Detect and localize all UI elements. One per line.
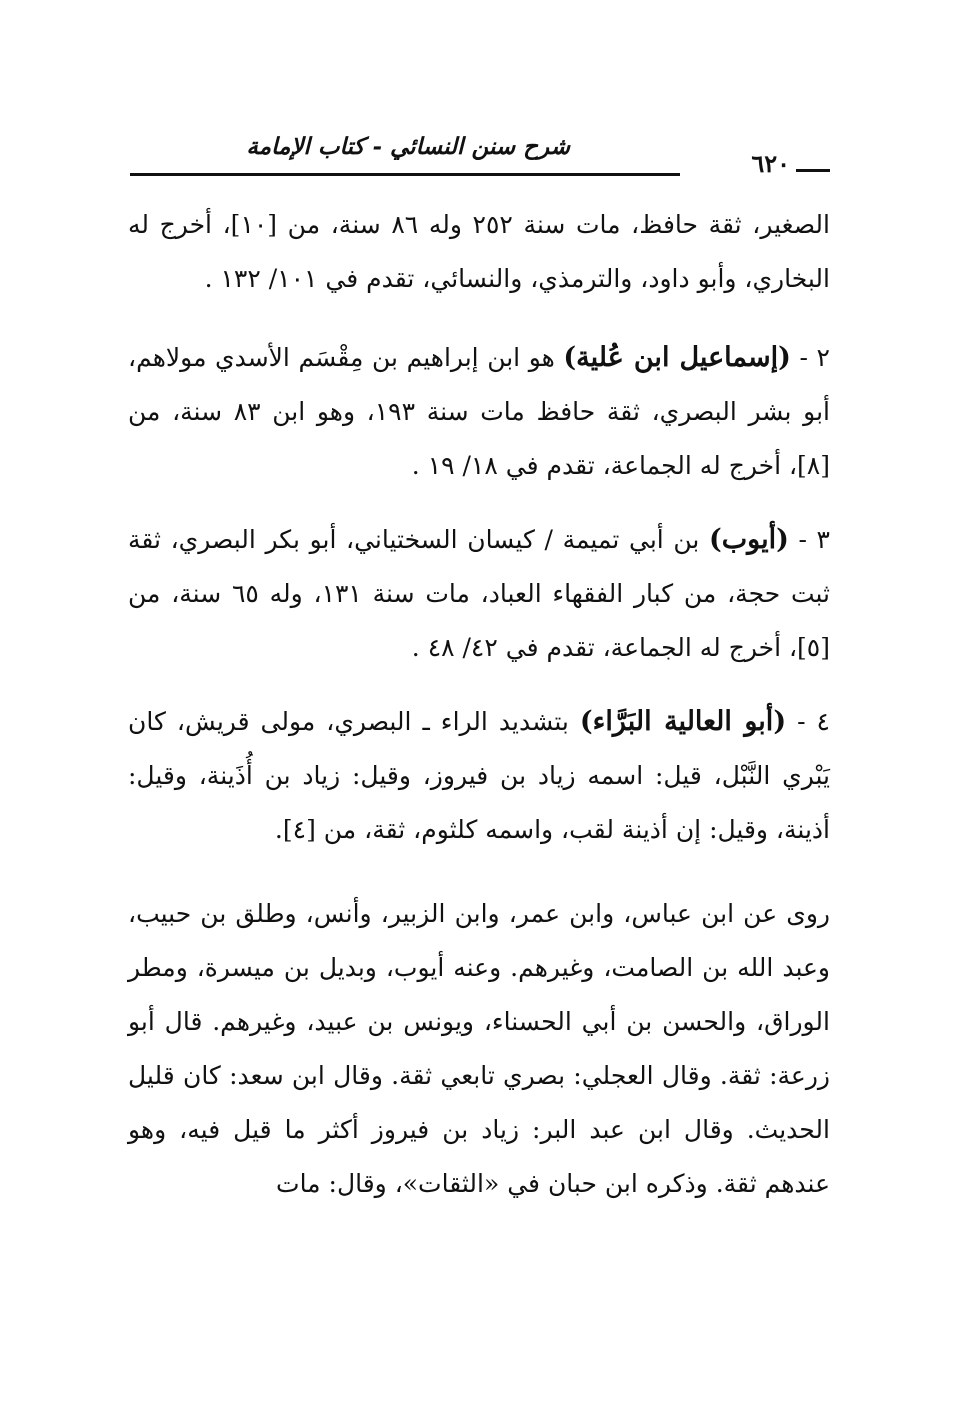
entry-dash: - bbox=[786, 707, 806, 736]
narrator-entry-2 bbox=[128, 331, 830, 493]
paragraph-gap bbox=[128, 877, 830, 887]
narrator-name: (أيوب) bbox=[708, 524, 789, 555]
page-number: ٦٢٠ bbox=[751, 149, 790, 178]
narrator-description: هو ابن إبراهيم بن مِقْسَم الأسدي مولاهم، أبو بشر البصري، ثقة حافظ مات سنة ١٩٣، وهو ابن ٨٣ سنة، من [٨]، أخرج له الجماعة، تقدم في ١٨/ ١٩ . bbox=[128, 343, 830, 480]
narrator-details-paragraph: روى عن ابن عباس، وابن عمر، وابن الزبير، وأنس، وطلق بن حبيب، وعبد الله بن الصامت، وغيرهم. وعنه أيوب، وبديل بن ميسرة، ومطر الوراق، والحسن بن أبي الحسناء، ويونس بن عبيد، وغيرهم. قال أبو زرعة: ثقة. وقال العجلي: بصري تابعي ثقة. وقال ابن سعد: كان قليل الحديث. وقال ابن عبد البر: زياد بن فيروز أكثر ما قيل فيه، وهو عندهم ثقة. وذكره ابن حبان في «الثقات»، وقال: مات bbox=[128, 899, 830, 1198]
page-body bbox=[128, 198, 830, 1211]
entry-number: ٤ bbox=[816, 707, 830, 736]
entry-dash: - bbox=[790, 343, 808, 372]
entry-number: ٣ bbox=[816, 525, 830, 554]
narrator-name: (إسماعيل ابن عُلية) bbox=[563, 342, 791, 373]
continuation-paragraph: الصغير، ثقة حافظ، مات سنة ٢٥٢ وله ٨٦ سنة، من [١٠]، أخرج له البخاري، وأبو داود، والترمذي، والنسائي، تقدم في ١٠١/ ١٣٢ . bbox=[128, 210, 830, 293]
narrator-description: بتشديد الراء ـ البصري، مولى قريش، كان يَبْري النَّبْل، قيل: اسمه زياد بن فيروز، وقيل: زياد بن أُذَينة، وقيل: أذينة، وقيل: إن أذينة لقب، واسمه كلثوم، ثقة، من [٤]. bbox=[128, 707, 830, 844]
narrator-name: (أبو العالية البَرَّاء) bbox=[579, 706, 787, 737]
narrator-description: بن أبي تميمة / كيسان السختياني، أبو بكر البصري، ثقة ثبت حجة، من كبار الفقهاء العباد، مات سنة ١٣١، وله ٦٥ سنة، من [٥]، أخرج له الجماعة، تقدم في ٤٢/ ٤٨ . bbox=[128, 525, 830, 662]
running-title: شرح سنن النسائي - كتاب الإمامة bbox=[246, 133, 570, 160]
entry-number: ٢ bbox=[816, 343, 830, 372]
narrator-entry-4 bbox=[128, 695, 830, 857]
page-header bbox=[130, 125, 830, 185]
narrator-entry-3 bbox=[128, 513, 830, 675]
entry-dash: - bbox=[788, 525, 807, 554]
header-rule bbox=[130, 173, 680, 176]
page-number-dash bbox=[796, 169, 830, 172]
